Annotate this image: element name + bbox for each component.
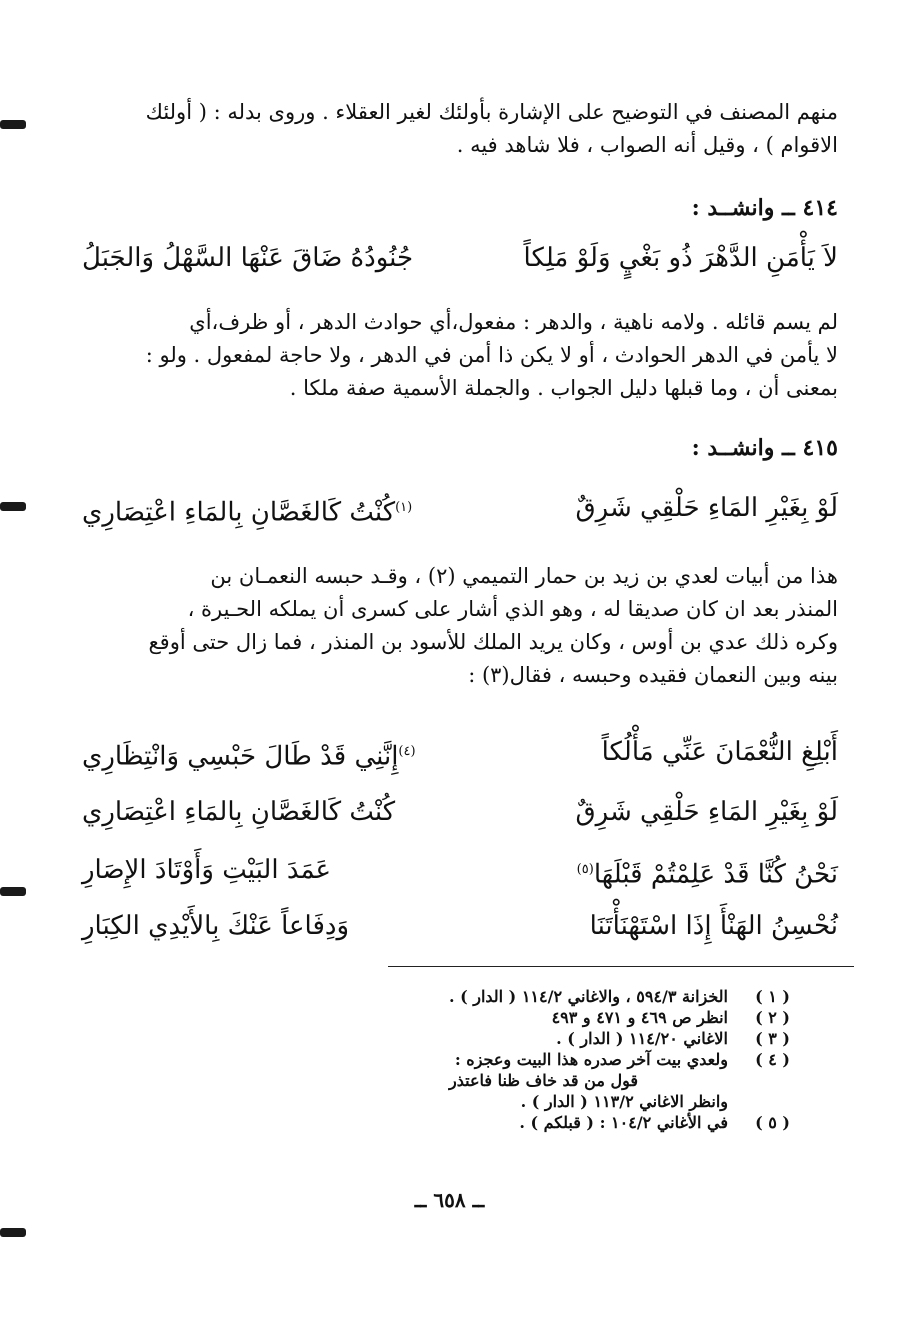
hemistich-text: كُنْتُ كَالغَصَّانِ بِالمَاءِ اعْتِصَارِي <box>82 497 396 528</box>
text-line: منهم المصنف في التوضيح على الإشارة بأولئك لغير العقلاء . وروى بدله : ( أولئك <box>145 100 838 124</box>
footnote-text: ولعدي بيت آخر صدره هذا البيت وعجزه : <box>454 1050 728 1069</box>
text-line: الاقوام ) ، وقيل أنه الصواب ، فلا شاهد فيه . <box>456 133 838 157</box>
verse-hemistich-right: أَبْلِغِ النُّعْمَانَ عَنِّي مَأْلُكاً <box>601 737 838 767</box>
verse-hemistich-left: كُنْتُ كَالغَصَّانِ بِالمَاءِ اعْتِصَارِي <box>82 797 396 827</box>
page-number: ــ ٦٥٨ ــ <box>414 1188 485 1212</box>
text-line: المنذر بعد ان كان صديقا له ، وهو الذي أشار على كسرى أن يملكه الحـيرة ، <box>187 597 838 621</box>
footnote <box>150 1028 790 1049</box>
footnote-number: ( ٢ ) <box>755 1008 790 1027</box>
poem-verse-4 <box>82 906 838 946</box>
poem-verse-1 <box>82 732 838 777</box>
section-415-heading: ٤١٥ ــ وانشــد : <box>691 435 838 461</box>
footnote-divider <box>388 966 854 967</box>
hemistich-text: نَحْنُ كُنَّا قَدْ عَلِمْتُمْ قَبْلَهَا <box>593 859 838 890</box>
footnote-number <box>728 1070 790 1091</box>
footnote <box>150 986 790 1007</box>
text-line: بمعنى أن ، وما قبلها دليل الجواب . والجملة الأسمية صفة ملكا . <box>289 376 838 400</box>
text-line: وكره ذلك عدي بن أوس ، وكان يريد الملك للأسود بن المنذر ، فما زال حتى أوقع <box>148 630 838 654</box>
footnote-ref: (١) <box>395 500 413 515</box>
footnote-text: الخزانة ٥٩٤/٣ ، والاغاني ١١٤/٢ ( الدار ) . <box>448 987 728 1006</box>
footnote-number: ( ١ ) <box>755 987 790 1006</box>
verse-hemistich-right: لَوْ بِغَيْرِ المَاءِ حَلْقِي شَرِقٌ <box>575 797 838 827</box>
intro-paragraph <box>82 96 838 162</box>
text-line: بينه وبين النعمان فقيده وحبسه ، فقال(٣) : <box>468 663 838 687</box>
section-415-commentary <box>82 560 838 692</box>
footnote-continuation <box>150 1070 790 1091</box>
verse-hemistich-right: لَوْ بِغَيْرِ المَاءِ حَلْقِي شَرِقٌ <box>575 493 838 523</box>
footnote <box>150 1112 790 1133</box>
verse-hemistich-right: نُحْسِنُ الهَنْأَ إِذَا اسْتَهْنَأْتَنَا <box>589 911 838 941</box>
verse-hemistich-right: لاَ يَأْمَنِ الدَّهْرَ ذُو بَغْيٍ وَلَوْ مَلِكاً <box>523 243 838 273</box>
footnote-text: الاغاني ١١٤/٢٠ ( الدار ) . <box>556 1029 728 1048</box>
poem-verse-2 <box>82 792 838 832</box>
footnote-number: ( ٣ ) <box>755 1029 790 1048</box>
verse-hemistich-right <box>577 850 838 895</box>
footnote-text: وانظر الاغاني ١١٣/٢ ( الدار ) . <box>520 1092 728 1111</box>
text-line: لا يأمن في الدهر الحوادث ، أو لا يكن ذا أمن في الدهر ، ولا حاجة لمفعول . ولو : <box>145 343 838 367</box>
footnote-verse: قول من قد خاف ظنا فاعتذر <box>449 1071 638 1090</box>
footnote-ref: (٤) <box>398 744 416 759</box>
footnote-number <box>728 1091 790 1112</box>
footnote-text: انظر ص ٤٦٩ و ٤٧١ و ٤٩٣ <box>551 1008 728 1027</box>
footnote-ref: (٥) <box>576 862 594 877</box>
footnote-continuation <box>150 1091 790 1112</box>
footnote <box>150 1007 790 1028</box>
footnote-text: في الأغاني ١٠٤/٢ : ( قبلكم ) . <box>519 1113 728 1132</box>
footnote-number: ( ٥ ) <box>755 1113 790 1132</box>
footnote <box>150 1049 790 1070</box>
section-414-commentary <box>82 306 838 405</box>
margin-mark <box>0 502 26 511</box>
hemistich-text: إِنَّنِي قَدْ طَالَ حَبْسِي وَانْتِظَارِي <box>82 741 399 772</box>
text-line: لم يسم قائله . ولامه ناهية ، والدهر : مفعول،أي حوادث الدهر ، أو ظرف،أي <box>189 310 838 334</box>
margin-mark <box>0 120 26 129</box>
verse-hemistich-left: عَمَدَ البَيْتِ وَأَوْتَادَ الإِصَارِ <box>82 855 332 885</box>
verse-414 <box>82 238 838 278</box>
verse-hemistich-left: وَدِفَاعاً عَنْكَ بِالأَيْدِي الكِبَارِ <box>82 911 350 941</box>
footnote-number: ( ٤ ) <box>755 1050 790 1069</box>
margin-mark <box>0 887 26 896</box>
verse-415 <box>82 488 838 533</box>
margin-mark <box>0 1228 26 1237</box>
verse-hemistich-left <box>82 488 412 533</box>
poem-verse-3 <box>82 850 838 895</box>
footnotes <box>150 986 790 1133</box>
verse-hemistich-left: جُنُودُهُ ضَاقَ عَنْهَا السَّهْلُ وَالجَبَلُ <box>82 243 414 273</box>
text-line: هذا من أبيات لعدي بن زيد بن حمار التميمي (٢) ، وقـد حبسه النعمـان بن <box>210 564 838 588</box>
section-414-heading: ٤١٤ ــ وانشــد : <box>691 195 838 221</box>
verse-hemistich-left <box>82 732 416 777</box>
